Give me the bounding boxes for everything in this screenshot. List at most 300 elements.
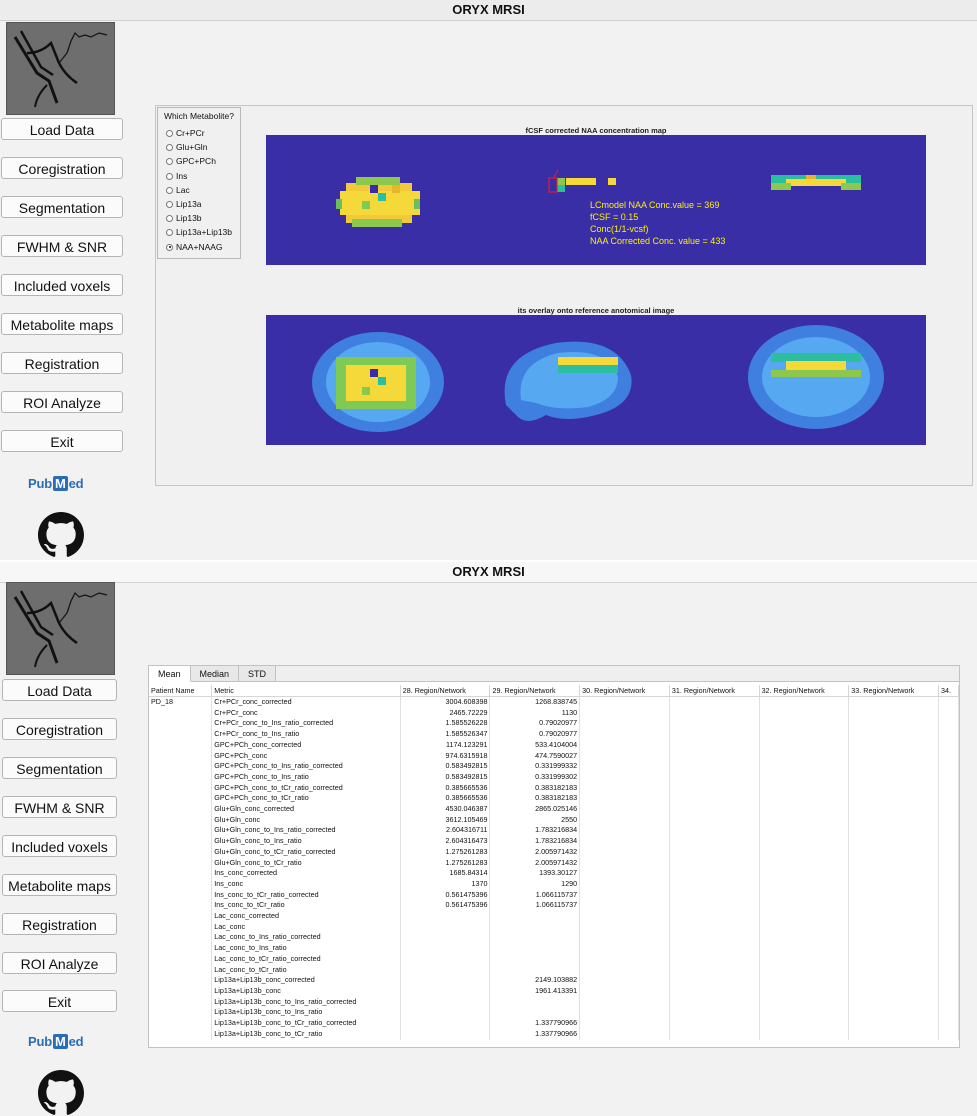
github-icon[interactable]: [38, 512, 84, 558]
column-header[interactable]: 32. Region/Network: [759, 685, 849, 697]
cell-value: [669, 751, 759, 762]
cell-value: [580, 1007, 670, 1018]
cell-metric: Lip13a+Lip13b_conc: [212, 986, 400, 997]
cell-metric: Cr+PCr_conc: [212, 708, 400, 719]
cell-value: [669, 847, 759, 858]
cell-value: 0.583492815: [400, 772, 490, 783]
fwhm-snr-button[interactable]: FWHM & SNR: [2, 796, 117, 818]
cell-value: 1.585526347: [400, 729, 490, 740]
radio-dot-icon: [166, 201, 173, 208]
table-row[interactable]: [149, 729, 959, 740]
cell-value: [849, 847, 939, 858]
radio-dot-icon: [166, 130, 173, 137]
cell-value: [849, 815, 939, 826]
table-row[interactable]: [149, 986, 959, 997]
cell-value: [849, 793, 939, 804]
cell-value: [849, 868, 939, 879]
segmentation-button[interactable]: Segmentation: [2, 757, 117, 779]
included-voxels-button[interactable]: Included voxels: [1, 274, 123, 296]
cell-value: [849, 922, 939, 933]
cell-value: [759, 751, 849, 762]
cell-value: [400, 943, 490, 954]
cell-value: [400, 965, 490, 976]
cell-value: [938, 975, 958, 986]
cell-value: [669, 879, 759, 890]
cell-value: [669, 890, 759, 901]
cell-value: [669, 922, 759, 933]
radio-label: Lac: [176, 185, 190, 195]
annotation-line: NAA Corrected Conc. value = 433: [590, 236, 726, 246]
cell-metric: Glu+Gln_conc: [212, 815, 400, 826]
cell-value: [669, 708, 759, 719]
cell-patient: [149, 815, 212, 826]
table-row[interactable]: [149, 1018, 959, 1029]
radio-glu-gln[interactable]: [166, 141, 207, 153]
cell-value: 2865.025146: [490, 804, 580, 815]
cell-value: [669, 997, 759, 1008]
cell-patient: [149, 1007, 212, 1018]
tab-median[interactable]: Median: [191, 666, 240, 682]
table-row[interactable]: [149, 997, 959, 1008]
cell-value: [490, 922, 580, 933]
cell-value: [938, 986, 958, 997]
cell-value: [669, 783, 759, 794]
cell-metric: Lip13a+Lip13b_conc_to_Ins_ratio: [212, 1007, 400, 1018]
cell-value: 2465.72229: [400, 708, 490, 719]
metabolite-maps-button[interactable]: Metabolite maps: [1, 313, 123, 335]
cell-patient: [149, 997, 212, 1008]
cell-patient: [149, 708, 212, 719]
load-data-button[interactable]: Load Data: [2, 679, 117, 701]
cell-value: [580, 751, 670, 762]
radio-label: GPC+PCh: [176, 156, 216, 166]
table-row[interactable]: [149, 911, 959, 922]
table-row[interactable]: [149, 836, 959, 847]
cell-value: [580, 922, 670, 933]
pubmed-text-pre: Pub: [28, 1034, 52, 1049]
cell-metric: Ins_conc_to_tCr_ratio: [212, 900, 400, 911]
radio-cr-pcr[interactable]: [166, 127, 205, 139]
cell-value: [400, 986, 490, 997]
cell-value: [759, 836, 849, 847]
cell-value: [938, 890, 958, 901]
cell-value: [938, 729, 958, 740]
cell-value: 974.6315918: [400, 751, 490, 762]
cell-value: 3612.105469: [400, 815, 490, 826]
metabolite-maps-button[interactable]: Metabolite maps: [2, 874, 117, 896]
cell-value: [400, 1029, 490, 1040]
cell-value: [669, 911, 759, 922]
cell-metric: Glu+Gln_conc_corrected: [212, 804, 400, 815]
cell-value: [400, 932, 490, 943]
radio-lip13b[interactable]: [166, 212, 202, 224]
pubmed-text-m: M: [54, 1034, 66, 1049]
pubmed-link[interactable]: [28, 1034, 83, 1049]
cell-metric: Cr+PCr_conc_to_Ins_ratio: [212, 729, 400, 740]
cell-value: [938, 1007, 958, 1018]
cell-value: [759, 804, 849, 815]
pubmed-text-post: ed: [68, 1034, 84, 1049]
table-row[interactable]: [149, 975, 959, 986]
roi-results-table-panel: [148, 665, 960, 1048]
cell-metric: GPC+PCh_conc_to_Ins_ratio_corrected: [212, 761, 400, 772]
cell-value: [490, 997, 580, 1008]
tab-std[interactable]: STD: [239, 666, 276, 682]
table-row[interactable]: [149, 868, 959, 879]
cell-value: [759, 858, 849, 869]
roi-analyze-button[interactable]: ROI Analyze: [2, 952, 117, 974]
radio-ins[interactable]: [166, 170, 187, 182]
cell-value: [669, 740, 759, 751]
cell-value: [400, 922, 490, 933]
table-row[interactable]: [149, 1007, 959, 1018]
tab-mean[interactable]: Mean: [149, 666, 191, 682]
cell-value: 2.604316473: [400, 836, 490, 847]
coregistration-button[interactable]: Coregistration: [1, 157, 123, 179]
cell-value: [580, 879, 670, 890]
cell-value: 1.275261283: [400, 847, 490, 858]
cell-value: [849, 858, 939, 869]
cell-value: [759, 965, 849, 976]
cell-value: 1961.413391: [490, 986, 580, 997]
table-row[interactable]: [149, 900, 959, 911]
cell-value: [400, 1018, 490, 1029]
cell-value: [669, 932, 759, 943]
cell-value: [849, 1007, 939, 1018]
cell-value: [938, 911, 958, 922]
radio-dot-icon: [166, 158, 173, 165]
radio-lip13a[interactable]: [166, 198, 202, 210]
cell-value: [938, 836, 958, 847]
cell-value: [580, 890, 670, 901]
cell-value: [938, 847, 958, 858]
cell-value: [849, 900, 939, 911]
cell-patient: [149, 847, 212, 858]
cell-value: [759, 697, 849, 708]
cell-value: 0.331999302: [490, 772, 580, 783]
cell-value: [849, 986, 939, 997]
cell-patient: [149, 890, 212, 901]
cell-metric: Lac_conc_to_Ins_ratio_corrected: [212, 932, 400, 943]
cell-value: [938, 858, 958, 869]
cell-value: 2550: [490, 815, 580, 826]
table-row[interactable]: [149, 751, 959, 762]
cell-value: [938, 718, 958, 729]
cell-value: [759, 718, 849, 729]
load-data-button[interactable]: Load Data: [1, 118, 123, 140]
cell-value: [849, 932, 939, 943]
cell-value: [849, 729, 939, 740]
column-header[interactable]: Patient Name: [149, 685, 212, 697]
column-header[interactable]: 28. Region/Network: [400, 685, 490, 697]
table-row[interactable]: [149, 761, 959, 772]
exit-button[interactable]: Exit: [1, 430, 123, 452]
table-row[interactable]: [149, 815, 959, 826]
cell-value: [938, 783, 958, 794]
cell-value: [759, 825, 849, 836]
cell-metric: GPC+PCh_conc_to_Ins_ratio: [212, 772, 400, 783]
cell-value: [938, 1018, 958, 1029]
fwhm-snr-button[interactable]: FWHM & SNR: [1, 235, 123, 257]
cell-value: [580, 825, 670, 836]
column-header[interactable]: 31. Region/Network: [669, 685, 759, 697]
pubmed-link[interactable]: [28, 476, 83, 491]
cell-value: [669, 772, 759, 783]
cell-metric: Lip13a+Lip13b_conc_corrected: [212, 975, 400, 986]
cell-value: 533.4104004: [490, 740, 580, 751]
radio-label: Lip13a+Lip13b: [176, 227, 233, 237]
cell-value: [849, 965, 939, 976]
cell-value: [849, 772, 939, 783]
cell-patient: [149, 825, 212, 836]
cell-metric: Glu+Gln_conc_to_tCr_ratio: [212, 858, 400, 869]
cell-metric: Lac_conc_to_tCr_ratio: [212, 965, 400, 976]
cell-value: 1.783216834: [490, 825, 580, 836]
cell-value: [938, 1029, 958, 1040]
cell-patient: [149, 729, 212, 740]
cell-value: [759, 1029, 849, 1040]
cell-patient: PD_18: [149, 697, 212, 708]
cell-value: [400, 954, 490, 965]
metabolite-selector-title: Which Metabolite?: [164, 111, 234, 121]
cell-value: [669, 900, 759, 911]
cell-value: [759, 911, 849, 922]
registration-button[interactable]: Registration: [1, 352, 123, 374]
cell-value: [669, 825, 759, 836]
github-icon[interactable]: [38, 1070, 84, 1116]
cell-patient: [149, 761, 212, 772]
cell-value: [669, 954, 759, 965]
table-header-row: [149, 685, 959, 697]
table-row[interactable]: [149, 740, 959, 751]
cell-patient: [149, 772, 212, 783]
cell-value: [849, 697, 939, 708]
cell-value: [490, 954, 580, 965]
roi-analyze-button[interactable]: ROI Analyze: [1, 391, 123, 413]
cell-value: 1.783216834: [490, 836, 580, 847]
registration-button[interactable]: Registration: [2, 913, 117, 935]
cell-value: [759, 890, 849, 901]
cell-value: [580, 729, 670, 740]
cell-value: [669, 868, 759, 879]
cell-value: 0.385665536: [400, 783, 490, 794]
cell-value: [759, 932, 849, 943]
cell-value: [849, 825, 939, 836]
oryx-logo: [6, 22, 115, 115]
table-row[interactable]: [149, 825, 959, 836]
coregistration-button[interactable]: Coregistration: [2, 718, 117, 740]
cell-value: [938, 761, 958, 772]
cell-value: [759, 740, 849, 751]
cell-metric: Glu+Gln_conc_to_Ins_ratio_corrected: [212, 825, 400, 836]
cell-value: [759, 986, 849, 997]
annotation-line: LCmodel NAA Conc.value = 369: [590, 200, 720, 210]
cell-value: 1.275261283: [400, 858, 490, 869]
cell-metric: Ins_conc_to_tCr_ratio_corrected: [212, 890, 400, 901]
table-row[interactable]: [149, 922, 959, 933]
cell-value: [580, 868, 670, 879]
column-header[interactable]: 29. Region/Network: [490, 685, 580, 697]
cell-value: 0.561475396: [400, 900, 490, 911]
cell-value: 0.79020977: [490, 718, 580, 729]
cell-value: 2.005971432: [490, 847, 580, 858]
cell-value: [938, 954, 958, 965]
cell-patient: [149, 793, 212, 804]
cell-value: [759, 729, 849, 740]
radio-lip13a-lip13b[interactable]: [166, 226, 232, 238]
cell-value: [759, 1018, 849, 1029]
cell-metric: GPC+PCh_conc_corrected: [212, 740, 400, 751]
cell-value: [400, 911, 490, 922]
cell-value: [938, 868, 958, 879]
cell-metric: Lac_conc_corrected: [212, 911, 400, 922]
cell-value: [938, 804, 958, 815]
table-row[interactable]: [149, 965, 959, 976]
column-header[interactable]: 30. Region/Network: [580, 685, 670, 697]
cell-metric: Ins_conc: [212, 879, 400, 890]
included-voxels-button[interactable]: Included voxels: [2, 835, 117, 857]
cell-value: [759, 708, 849, 719]
cell-value: [938, 879, 958, 890]
cell-patient: [149, 879, 212, 890]
exit-button[interactable]: Exit: [2, 990, 117, 1012]
cell-value: [580, 697, 670, 708]
cell-value: [938, 740, 958, 751]
cell-value: 1.066115737: [490, 890, 580, 901]
cell-value: [849, 954, 939, 965]
table-row[interactable]: [149, 943, 959, 954]
column-header[interactable]: Metric: [212, 685, 400, 697]
radio-lac[interactable]: [166, 184, 190, 196]
cell-patient: [149, 922, 212, 933]
results-table: [149, 685, 959, 1040]
window-roi-analyze: [0, 562, 977, 1116]
cell-value: 0.561475396: [400, 890, 490, 901]
cell-value: [759, 793, 849, 804]
metabolite-map-panel: [155, 105, 973, 486]
cell-value: [580, 815, 670, 826]
column-header[interactable]: 33. Region/Network: [849, 685, 939, 697]
cell-value: [938, 922, 958, 933]
table-row[interactable]: [149, 708, 959, 719]
cell-patient: [149, 868, 212, 879]
table-row[interactable]: [149, 954, 959, 965]
cell-value: [580, 997, 670, 1008]
table-row[interactable]: [149, 879, 959, 890]
cell-value: [938, 751, 958, 762]
window-title: ORYX MRSI: [0, 0, 977, 21]
cell-value: [669, 793, 759, 804]
cell-value: [669, 804, 759, 815]
cell-value: [580, 1018, 670, 1029]
cell-value: [580, 793, 670, 804]
cell-value: 1.585526228: [400, 718, 490, 729]
pubmed-text-m: M: [54, 476, 66, 491]
cell-value: [849, 751, 939, 762]
cell-value: 1.337790966: [490, 1029, 580, 1040]
table-row[interactable]: [149, 847, 959, 858]
cell-value: [580, 740, 670, 751]
cell-value: [580, 965, 670, 976]
cell-value: 3004.608398: [400, 697, 490, 708]
cell-patient: [149, 858, 212, 869]
cell-patient: [149, 783, 212, 794]
column-header[interactable]: 34.: [938, 685, 958, 697]
cell-patient: [149, 718, 212, 729]
cell-value: 0.383182183: [490, 783, 580, 794]
cell-value: [580, 836, 670, 847]
cell-patient: [149, 836, 212, 847]
cell-value: [580, 911, 670, 922]
radio-naa-naag[interactable]: [166, 241, 223, 253]
table-row[interactable]: [149, 932, 959, 943]
cell-value: [938, 932, 958, 943]
cell-value: [849, 1018, 939, 1029]
cell-value: [400, 997, 490, 1008]
cell-value: [580, 900, 670, 911]
cell-value: [669, 718, 759, 729]
radio-gpc-pch[interactable]: [166, 155, 216, 167]
cell-value: [580, 772, 670, 783]
cell-value: 1268.838745: [490, 697, 580, 708]
cell-metric: GPC+PCh_conc_to_tCr_ratio: [212, 793, 400, 804]
cell-metric: GPC+PCh_conc_to_tCr_ratio_corrected: [212, 783, 400, 794]
cell-value: 0.383182183: [490, 793, 580, 804]
segmentation-button[interactable]: Segmentation: [1, 196, 123, 218]
cell-value: [849, 783, 939, 794]
cell-value: [759, 997, 849, 1008]
cell-value: [849, 718, 939, 729]
cell-patient: [149, 900, 212, 911]
cell-metric: Lac_conc: [212, 922, 400, 933]
cell-metric: Cr+PCr_conc_to_Ins_ratio_corrected: [212, 718, 400, 729]
cell-value: [490, 965, 580, 976]
table-row[interactable]: [149, 783, 959, 794]
cell-value: [938, 697, 958, 708]
cell-metric: Lac_conc_to_Ins_ratio: [212, 943, 400, 954]
table-row[interactable]: [149, 697, 959, 708]
cell-value: [580, 761, 670, 772]
cell-value: 0.385665536: [400, 793, 490, 804]
cell-value: 0.79020977: [490, 729, 580, 740]
table-row[interactable]: [149, 793, 959, 804]
tabs: [149, 666, 276, 682]
cell-value: [759, 847, 849, 858]
table-row[interactable]: [149, 772, 959, 783]
cell-value: [759, 868, 849, 879]
table-row[interactable]: [149, 858, 959, 869]
cell-value: [669, 836, 759, 847]
annotation-line: Conc(1/1-vcsf): [590, 224, 649, 234]
cell-value: [580, 858, 670, 869]
cell-value: [759, 975, 849, 986]
cell-value: [400, 1007, 490, 1018]
table-row[interactable]: [149, 1029, 959, 1040]
cell-value: 4530.046387: [400, 804, 490, 815]
cell-value: [669, 975, 759, 986]
table-row[interactable]: [149, 890, 959, 901]
cell-value: 1130: [490, 708, 580, 719]
table-row[interactable]: [149, 804, 959, 815]
cell-value: [849, 740, 939, 751]
radio-label: Lip13b: [176, 213, 202, 223]
cell-value: [849, 975, 939, 986]
cell-value: [669, 761, 759, 772]
cell-value: [580, 975, 670, 986]
cell-value: [759, 900, 849, 911]
table-row[interactable]: [149, 718, 959, 729]
cell-patient: [149, 751, 212, 762]
